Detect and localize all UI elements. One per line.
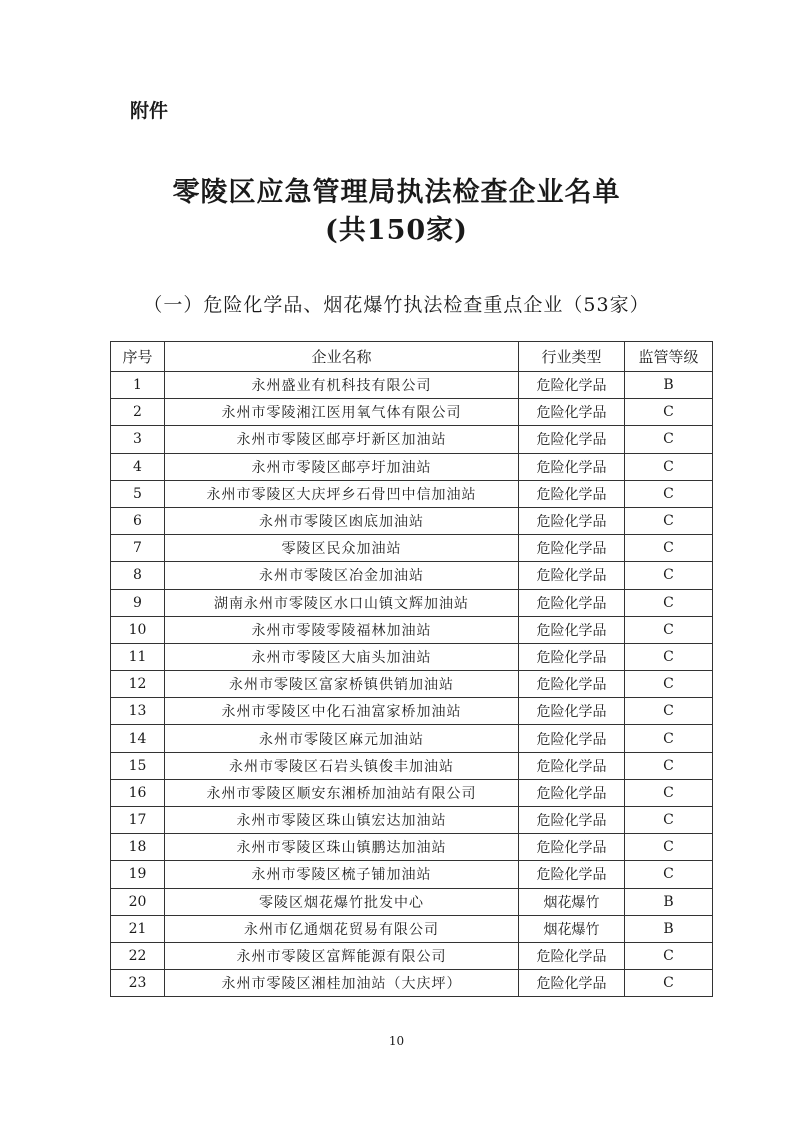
table-row: [111, 480, 713, 507]
industry-type: 危险化学品: [519, 453, 625, 480]
enterprise-name: 零陵区烟花爆竹批发中心: [165, 888, 519, 915]
industry-type: 危险化学品: [519, 834, 625, 861]
table-row: [111, 807, 713, 834]
row-index: 22: [111, 942, 165, 969]
supervision-level: C: [625, 725, 713, 752]
row-index: 13: [111, 698, 165, 725]
row-index: 1: [111, 372, 165, 399]
enterprise-name: 湖南永州市零陵区水口山镇文辉加油站: [165, 589, 519, 616]
industry-type: 危险化学品: [519, 535, 625, 562]
enterprise-name: 永州市零陵区梳子铺加油站: [165, 861, 519, 888]
row-index: 6: [111, 507, 165, 534]
supervision-level: C: [625, 453, 713, 480]
supervision-level: C: [625, 562, 713, 589]
enterprise-name: 永州市零陵区石岩头镇俊丰加油站: [165, 752, 519, 779]
table-row: [111, 942, 713, 969]
table-row: [111, 970, 713, 997]
supervision-level: C: [625, 970, 713, 997]
row-index: 9: [111, 589, 165, 616]
enterprise-name: 永州市零陵区麻元加油站: [165, 725, 519, 752]
row-index: 20: [111, 888, 165, 915]
industry-type: 危险化学品: [519, 861, 625, 888]
supervision-level: C: [625, 779, 713, 806]
attachment-label: 附件: [130, 100, 169, 122]
supervision-level: C: [625, 671, 713, 698]
row-index: 11: [111, 643, 165, 670]
supervision-level: C: [625, 752, 713, 779]
row-index: 12: [111, 671, 165, 698]
supervision-level: C: [625, 643, 713, 670]
row-index: 17: [111, 807, 165, 834]
row-index: 21: [111, 915, 165, 942]
row-index: 4: [111, 453, 165, 480]
table-row: [111, 589, 713, 616]
enterprise-name: 永州市零陵区湘桂加油站（大庆坪）: [165, 970, 519, 997]
industry-type: 危险化学品: [519, 562, 625, 589]
table-row: [111, 643, 713, 670]
enterprise-name: 永州市零陵零陵福林加油站: [165, 616, 519, 643]
table-row: [111, 399, 713, 426]
row-index: 19: [111, 861, 165, 888]
supervision-level: B: [625, 915, 713, 942]
supervision-level: C: [625, 861, 713, 888]
header-industry-type: 行业类型: [519, 342, 625, 372]
supervision-level: C: [625, 589, 713, 616]
supervision-level: C: [625, 399, 713, 426]
enterprise-name: 永州盛业有机科技有限公司: [165, 372, 519, 399]
enterprise-name: 永州市亿通烟花贸易有限公司: [165, 915, 519, 942]
enterprise-name: 永州市零陵区顺安东湘桥加油站有限公司: [165, 779, 519, 806]
industry-type: 危险化学品: [519, 616, 625, 643]
table-row: [111, 535, 713, 562]
enterprise-name: 永州市零陵区富家桥镇供销加油站: [165, 671, 519, 698]
header-supervision-level: 监管等级: [625, 342, 713, 372]
table-row: [111, 426, 713, 453]
industry-type: 危险化学品: [519, 480, 625, 507]
industry-type: 危险化学品: [519, 671, 625, 698]
row-index: 7: [111, 535, 165, 562]
table-row: [111, 915, 713, 942]
industry-type: 危险化学品: [519, 399, 625, 426]
industry-type: 危险化学品: [519, 752, 625, 779]
industry-type: 危险化学品: [519, 589, 625, 616]
row-index: 16: [111, 779, 165, 806]
document-title: 零陵区应急管理局执法检查企业名单: [172, 177, 621, 208]
enterprise-name: 永州市零陵区邮亭圩加油站: [165, 453, 519, 480]
table-body: [111, 372, 713, 997]
supervision-level: B: [625, 888, 713, 915]
row-index: 15: [111, 752, 165, 779]
table-row: [111, 861, 713, 888]
enterprise-name: 永州市零陵区富辉能源有限公司: [165, 942, 519, 969]
industry-type: 危险化学品: [519, 426, 625, 453]
industry-type: 危险化学品: [519, 372, 625, 399]
table-row: [111, 507, 713, 534]
supervision-level: C: [625, 535, 713, 562]
industry-type: 危险化学品: [519, 942, 625, 969]
table-row: [111, 372, 713, 399]
supervision-level: B: [625, 372, 713, 399]
table-row: [111, 698, 713, 725]
enterprise-name: 永州市零陵区珠山镇鹏达加油站: [165, 834, 519, 861]
enterprise-name: 永州市零陵区邮亭圩新区加油站: [165, 426, 519, 453]
table-row: [111, 779, 713, 806]
table-row: [111, 562, 713, 589]
header-index: 序号: [111, 342, 165, 372]
row-index: 10: [111, 616, 165, 643]
enterprise-name: 永州市零陵区冶金加油站: [165, 562, 519, 589]
industry-type: 危险化学品: [519, 507, 625, 534]
row-index: 3: [111, 426, 165, 453]
section-heading: （一）危险化学品、烟花爆竹执法检查重点企业（53家）: [143, 294, 650, 316]
table-header-row: [111, 342, 713, 372]
table-row: [111, 888, 713, 915]
enterprise-name: 永州市零陵区大庆坪乡石骨凹中信加油站: [165, 480, 519, 507]
supervision-level: C: [625, 698, 713, 725]
supervision-level: C: [625, 807, 713, 834]
industry-type: 危险化学品: [519, 725, 625, 752]
page-number: 10: [388, 1034, 405, 1048]
enterprise-name: 永州市零陵区中化石油富家桥加油站: [165, 698, 519, 725]
supervision-level: C: [625, 942, 713, 969]
enterprise-name: 永州市零陵区珠山镇宏达加油站: [165, 807, 519, 834]
document-subtitle: (共150家): [325, 215, 468, 246]
industry-type: 烟花爆竹: [519, 888, 625, 915]
enterprise-name: 永州市零陵区大庙头加油站: [165, 643, 519, 670]
industry-type: 危险化学品: [519, 643, 625, 670]
table-row: [111, 616, 713, 643]
table-row: [111, 834, 713, 861]
header-enterprise-name: 企业名称: [165, 342, 519, 372]
supervision-level: C: [625, 507, 713, 534]
enterprise-name: 零陵区民众加油站: [165, 535, 519, 562]
supervision-level: C: [625, 480, 713, 507]
industry-type: 危险化学品: [519, 807, 625, 834]
table-row: [111, 752, 713, 779]
enterprise-name: 永州市零陵区凼底加油站: [165, 507, 519, 534]
table-row: [111, 671, 713, 698]
industry-type: 危险化学品: [519, 779, 625, 806]
enterprise-table: [110, 341, 713, 997]
row-index: 2: [111, 399, 165, 426]
row-index: 23: [111, 970, 165, 997]
table-row: [111, 725, 713, 752]
row-index: 18: [111, 834, 165, 861]
supervision-level: C: [625, 616, 713, 643]
supervision-level: C: [625, 426, 713, 453]
table-row: [111, 453, 713, 480]
row-index: 5: [111, 480, 165, 507]
industry-type: 危险化学品: [519, 698, 625, 725]
row-index: 14: [111, 725, 165, 752]
industry-type: 烟花爆竹: [519, 915, 625, 942]
enterprise-name: 永州市零陵湘江医用氧气体有限公司: [165, 399, 519, 426]
supervision-level: C: [625, 834, 713, 861]
row-index: 8: [111, 562, 165, 589]
industry-type: 危险化学品: [519, 970, 625, 997]
